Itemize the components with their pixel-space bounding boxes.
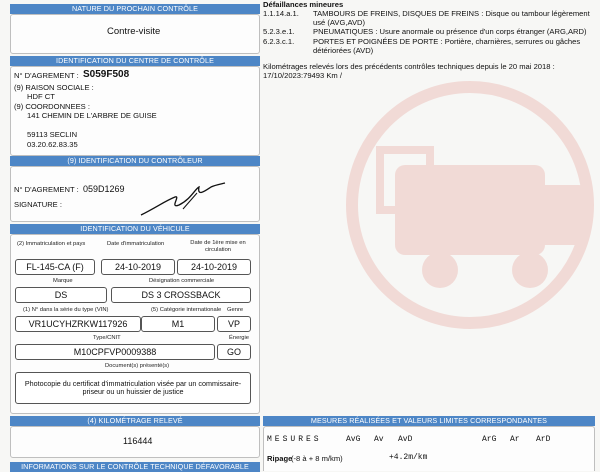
defaillance-title: TAMBOURS DE FREINS, DISQUES DE FREINS: [313, 9, 480, 18]
controleur-signature-label: SIGNATURE :: [14, 200, 62, 209]
kilometrage-box: [10, 426, 260, 458]
date-immat-field: 24-10-2019: [101, 259, 175, 275]
vin-field: VR1UCYHZRKW117926: [15, 316, 141, 332]
defaillance-title: PORTES ET POIGNÉES DE PORTE: [313, 36, 439, 46]
col-ard: ArD: [536, 435, 551, 444]
docs-value: Photocopie du certificat d'immatriculation visée par un commissaire-priseur ou un huissier de justice: [24, 378, 242, 396]
defaillance-text: [313, 37, 595, 55]
col-arg: ArG: [482, 435, 497, 444]
kilometrage-value: 116444: [123, 436, 153, 446]
ripage-label: Ripage: [267, 454, 293, 463]
controleur-header: (9) IDENTIFICATION DU CONTRÔLEUR: [10, 156, 260, 166]
ripage-range: (-8 à + 8 m/km): [291, 454, 343, 463]
ripage-value: +4.2m/km: [389, 453, 428, 462]
marque-label: Marque: [53, 278, 73, 284]
defaillance-item: [263, 37, 595, 55]
defaillances-list: [263, 9, 595, 80]
defaillance-item: [263, 27, 595, 36]
defaillance-code: 5.2.3.e.1.: [263, 27, 295, 37]
defaillance-desc: : Usure anormale ou présence d'un corps étranger (ARG,ARD): [375, 27, 587, 37]
designation-label: Désignation commerciale: [149, 278, 215, 284]
centre-address: 141 CHEMIN DE L'ARBRE DE GUISE: [27, 111, 157, 120]
controleur-box: [10, 166, 260, 222]
defaillance-code: 6.2.3.c.1.: [263, 36, 295, 46]
col-avg: AvG: [346, 435, 361, 444]
mesures-row-label: MESURES: [267, 435, 322, 444]
energie-label: Énergie: [229, 335, 249, 341]
km-note: Kilométrages relevés lors des précédents contrôles techniques depuis le 20 mai 2018 : 17/10/2023:79493 Km /: [263, 62, 555, 81]
genre-label: Genre: [227, 307, 244, 313]
immat-label: (2) Immatriculation et pays: [17, 241, 86, 247]
centre-raison-label: (9) RAISON SOCIALE :: [14, 83, 94, 92]
docs-label: Document(s) présenté(s): [105, 363, 170, 369]
centre-phone: 03.20.62.83.35: [27, 140, 78, 149]
watermark-logo-icon: [320, 55, 600, 345]
vin-label: (1) N° dans la série du type (VIN): [23, 307, 109, 313]
defaillance-title: PNEUMATIQUES: [313, 27, 374, 37]
nature-value: Contre-visite: [107, 26, 161, 37]
date-immat-label: Date d'immatriculation: [107, 241, 165, 247]
controleur-agrement-label: N° D'AGREMENT :: [14, 185, 79, 194]
controleur-agrement-value: 059D1269: [83, 184, 125, 194]
col-av: Av: [374, 435, 384, 444]
categorie-label: (5) Catégorie internationale: [151, 307, 222, 313]
centre-agrement-value: S059F508: [83, 69, 130, 80]
defaillances-title: Défaillances mineures: [263, 0, 344, 9]
centre-raison-value: HDF CT: [27, 92, 55, 101]
docs-field: [15, 372, 251, 404]
centre-agrement-label: N° D'AGREMENT :: [14, 71, 79, 80]
type-field: M10CPFVP0009388: [15, 344, 215, 360]
designation-field: DS 3 CROSSBACK: [111, 287, 251, 303]
bottom-header: INFORMATIONS SUR LE CONTRÔLE TECHNIQUE DÉFAVORABLE: [10, 462, 260, 472]
defaillance-text: [313, 9, 595, 27]
centre-coord-label: (9) COORDONNEES :: [14, 102, 90, 111]
vehicule-header: IDENTIFICATION DU VÉHICULE: [10, 224, 260, 234]
col-ar: Ar: [510, 435, 520, 444]
energie-field: GO: [217, 344, 251, 360]
defaillance-code: 1.1.14.a.1.: [263, 9, 299, 18]
categorie-field: M1: [141, 316, 215, 332]
centre-box: [10, 66, 260, 156]
mesures-box: [263, 426, 595, 471]
date-circ-field: 24-10-2019: [177, 259, 251, 275]
col-avd: AvD: [398, 435, 413, 444]
centre-header: IDENTIFICATION DU CENTRE DE CONTRÔLE: [10, 56, 260, 66]
immat-field: FL-145-CA (F): [15, 259, 95, 275]
kilometrage-header: (4) KILOMÉTRAGE RELEVÉ: [10, 416, 260, 426]
type-label: Type/CNIT: [93, 335, 121, 341]
defaillance-desc: : Disque ou tambour légèrement usé (AVG,AVD): [313, 9, 590, 28]
genre-field: VP: [217, 316, 251, 332]
mesures-header: MESURES RÉALISÉES ET VALEURS LIMITES CORRESPONDANTES: [263, 416, 595, 426]
marque-field: DS: [15, 287, 107, 303]
centre-city: 59113 SECLIN: [27, 130, 78, 139]
nature-box: [10, 14, 260, 54]
signature-icon: [139, 179, 227, 219]
defaillance-text: [313, 27, 587, 36]
vehicule-box: [10, 234, 260, 414]
date-circ-label: Date de 1ère mise en circulation: [190, 240, 246, 253]
nature-header: NATURE DU PROCHAIN CONTRÔLE: [10, 4, 260, 14]
defaillance-item: [263, 9, 595, 27]
defaillance-desc: : Portière, charnières, serrures ou gâches détériorées (AVD): [313, 36, 581, 55]
